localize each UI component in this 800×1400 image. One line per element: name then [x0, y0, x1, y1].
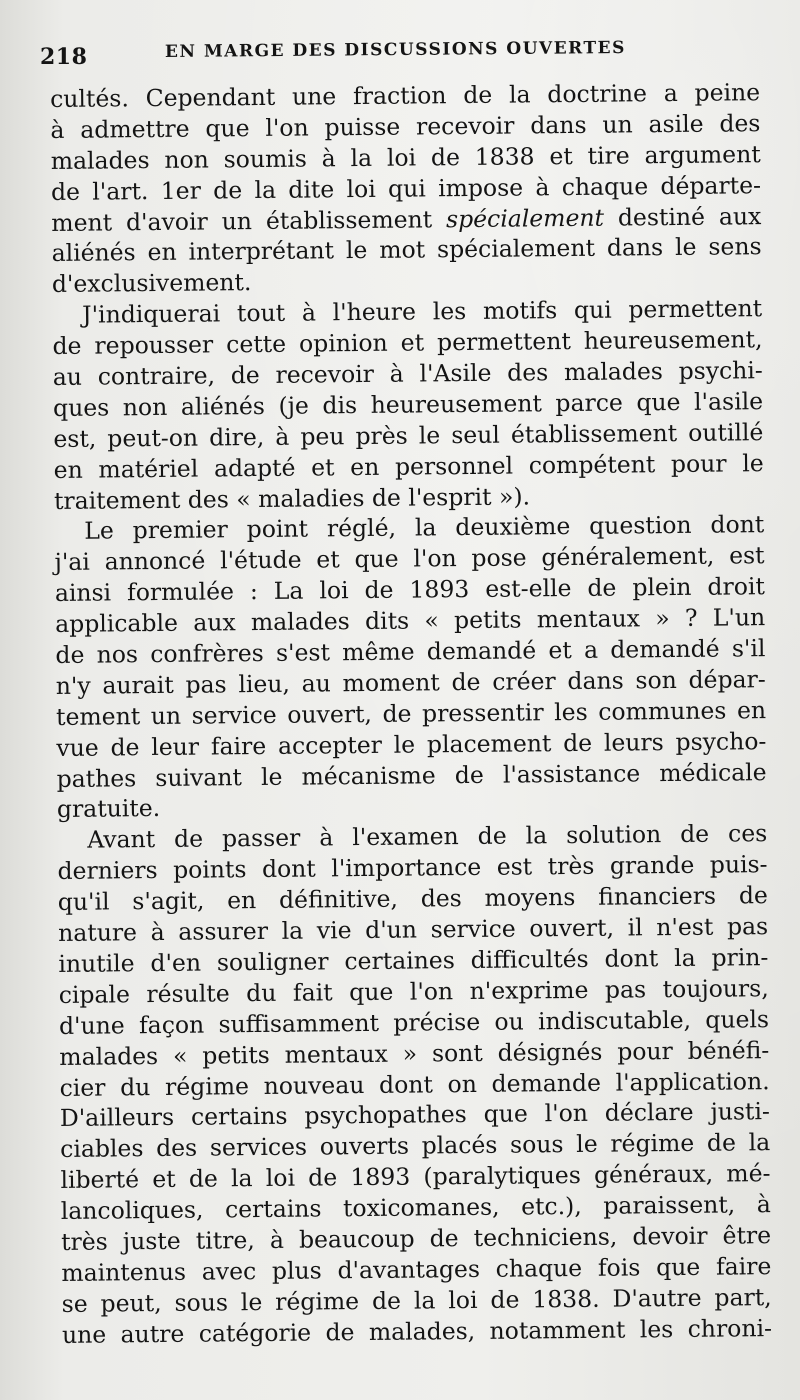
- text-line: de l'art. 1er de la dite loi qui impose à chaque départe-: [50, 170, 762, 206]
- text-line: d'une façon suffisamment précise ou indiscutable, quels: [58, 1004, 770, 1040]
- emphasized-word: spécialement: [445, 203, 605, 233]
- text-line: d'exclusivement.: [51, 268, 252, 299]
- text-line: gratuite.: [56, 794, 161, 824]
- page-header: [40, 38, 760, 78]
- text-line: traitement des « maladies de l'esprit »).: [53, 481, 531, 515]
- text-line: qu'il s'agit, en définitive, des moyens financiers de: [57, 881, 768, 917]
- text-line: n'y aurait pas lieu, au moment de créer dans son dépar-: [55, 665, 766, 700]
- text-line: J'indiquerai tout à l'heure les motifs qui permettent: [82, 294, 763, 329]
- body-text: [50, 77, 772, 1350]
- text-line: cier du régime nouveau dont on demande l'application.: [59, 1066, 770, 1102]
- text-line: lancoliques, certains toxicomanes, etc.), paraissent, à: [60, 1190, 771, 1226]
- text-line: aliénés en interprétant le mot spécialement dans le sens: [51, 232, 762, 268]
- text-line: une autre catégorie de malades, notamment les chroni-: [61, 1313, 773, 1349]
- text-line: liberté et de la loi de 1893 (paralytiques généraux, mé-: [60, 1159, 771, 1195]
- text-line: j'ai annoncé l'étude et que l'on pose généralement, est: [54, 541, 765, 577]
- text-line: D'ailleurs certains psychopathes que l'on déclare justi-: [59, 1097, 771, 1133]
- text-segment: destiné aux: [603, 201, 762, 232]
- text-line: malades « petits mentaux » sont désignés pour bénéfi-: [59, 1035, 770, 1071]
- text-line: malades non soumis à la loi de 1838 et tire argument: [50, 139, 761, 175]
- text-line: pathes suivant le mécanisme de l'assistance médicale: [56, 757, 767, 793]
- text-line: ainsi formulée : La loi de 1893 est-elle de plein droit: [54, 572, 765, 608]
- text-line: au contraire, de recevoir à l'Asile des malades psychi-: [52, 356, 763, 392]
- text-line: cipale résulte du fait que l'on n'exprime pas toujours,: [58, 973, 769, 1009]
- text-line: ciables des services ouverts placés sous le régime de la: [60, 1128, 771, 1164]
- text-line: très juste titre, à beaucoup de techniciens, devoir être: [60, 1221, 772, 1256]
- text-line: de nos confrères s'est même demandé et a demandé s'il: [55, 634, 766, 670]
- text-line: Avant de passer à l'examen de la solution de ces: [87, 819, 768, 855]
- text-line: applicable aux malades dits « petits mentaux » ? L'un: [55, 603, 766, 639]
- text-line: inutile d'en souligner certaines difficultés dont la prin-: [58, 943, 769, 978]
- running-head: EN MARGE DES DISCUSSIONS OUVERTES: [164, 37, 626, 63]
- text-line: est, peut-on dire, à peu près le seul établissement outillé: [53, 417, 764, 453]
- text-segment: ment d'avoir un établissement: [51, 204, 447, 237]
- text-line: de repousser cette opinion et permettent heureusement,: [52, 325, 763, 361]
- text-line: cultés. Cependant une fraction de la doctrine a peine: [50, 78, 761, 113]
- text-line: derniers points dont l'importance est très grande puis-: [57, 850, 768, 886]
- text-line: en matériel adapté et en personnel compétent pour le: [53, 448, 764, 484]
- text-line: à admettre que l'on puisse recevoir dans un asile des: [50, 109, 761, 144]
- page-number: 218: [40, 44, 88, 70]
- text-line: ques non aliénés (je dis heureusement parce que l'asile: [52, 387, 764, 422]
- text-line: se peut, sous le régime de la loi de 1838. D'autre part,: [61, 1282, 772, 1318]
- text-line: tement un service ouvert, de pressentir les communes en: [55, 695, 767, 731]
- text-line: nature à assurer la vie d'un service ouvert, il n'est pas: [58, 912, 769, 948]
- text-line: Le premier point réglé, la deuxième question dont: [84, 510, 765, 546]
- text-line: maintenus avec plus d'avantages chaque fois que faire: [61, 1251, 772, 1287]
- text-line: vue de leur faire accepter le placement de leurs psycho-: [56, 726, 767, 762]
